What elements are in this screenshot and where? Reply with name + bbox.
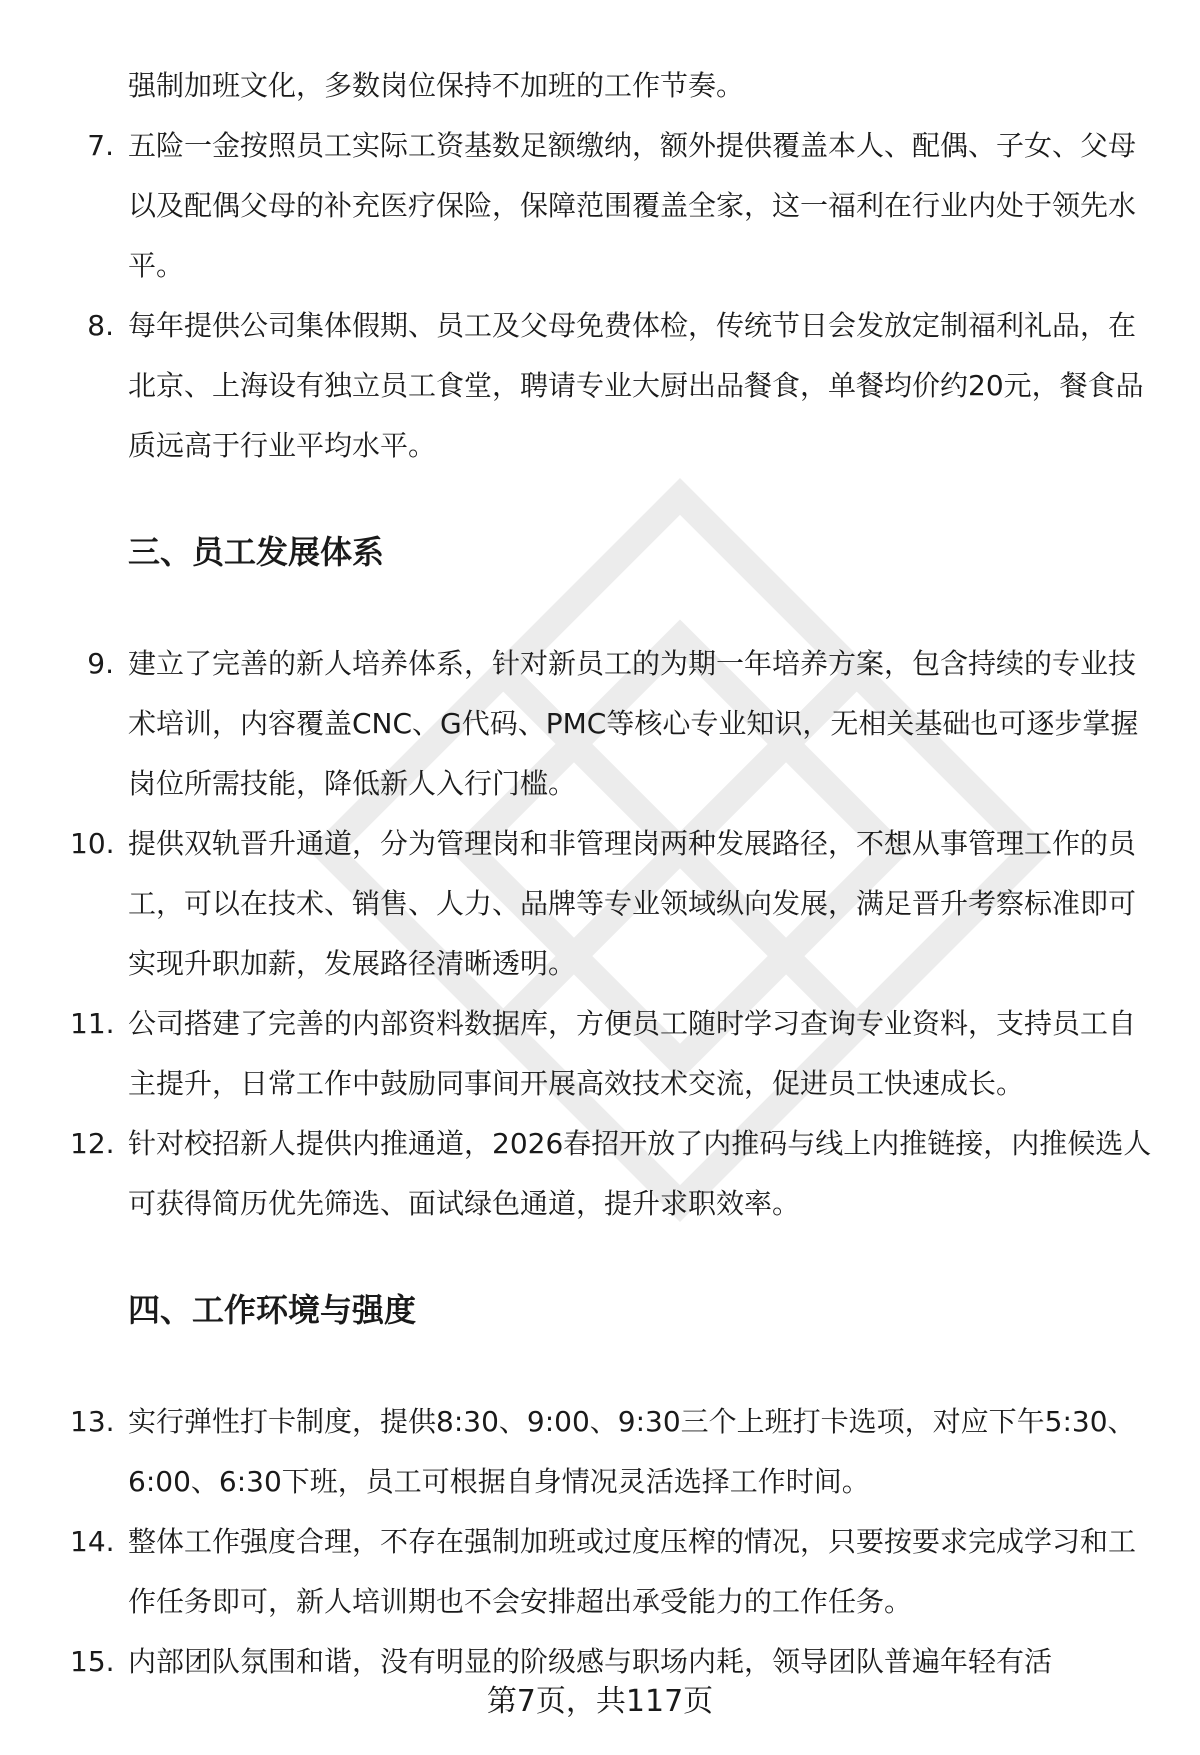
page-footer: 第7页，共117页	[486, 1684, 714, 1719]
list-item	[70, 994, 1160, 1114]
list-section-development	[70, 634, 1160, 1234]
item-number: 14.	[70, 1525, 115, 1558]
document-body	[70, 56, 1160, 1692]
list-item	[70, 634, 1160, 814]
section-heading: 三、员工发展体系	[128, 533, 385, 571]
continuation-text: 强制加班文化，多数岗位保持不加班的工作节奏。	[128, 69, 745, 102]
item-number: 8.	[87, 309, 114, 342]
item-text: 公司搭建了完善的内部资料数据库，方便员工随时学习查询专业资料，支持员工自主提升，日常工作中鼓励同事间开展高效技术交流，促进员工快速成长。	[128, 1007, 1137, 1100]
list-section-benefits	[70, 116, 1160, 476]
item-text: 建立了完善的新人培养体系，针对新员工的为期一年培养方案，包含持续的专业技术培训，内容覆盖CNC、G代码、PMC等核心专业知识，无相关基础也可逐步掌握岗位所需技能，降低新人入行门槛。	[128, 647, 1139, 800]
item-text: 内部团队氛围和谐，没有明显的阶级感与职场内耗，领导团队普遍年轻有活	[128, 1645, 1053, 1678]
item-number: 7.	[87, 129, 114, 162]
list-item	[70, 296, 1160, 476]
item-number: 13.	[70, 1405, 115, 1438]
list-item	[70, 116, 1160, 296]
item-text: 每年提供公司集体假期、员工及父母免费体检，传统节日会发放定制福利礼品，在北京、上海设有独立员工食堂，聘请专业大厨出品餐食，单餐均价约20元，餐食品质远高于行业平均水平。	[128, 309, 1144, 462]
item-text: 整体工作强度合理，不存在强制加班或过度压榨的情况，只要按要求完成学习和工作任务即可，新人培训期也不会安排超出承受能力的工作任务。	[128, 1525, 1137, 1618]
section-heading: 四、工作环境与强度	[128, 1291, 417, 1329]
item-number: 11.	[70, 1007, 115, 1040]
item-text: 五险一金按照员工实际工资基数足额缴纳，额外提供覆盖本人、配偶、子女、父母以及配偶父母的补充医疗保险，保障范围覆盖全家，这一福利在行业内处于领先水平。	[128, 129, 1137, 282]
item-number: 10.	[70, 827, 115, 860]
list-item	[70, 1512, 1160, 1632]
list-item	[70, 814, 1160, 994]
item-text: 针对校招新人提供内推通道，2026春招开放了内推码与线上内推链接，内推候选人可获得简历优先筛选、面试绿色通道，提升求职效率。	[128, 1127, 1152, 1220]
item-number: 15.	[70, 1645, 115, 1678]
list-section-environment	[70, 1392, 1160, 1692]
item-text: 实行弹性打卡制度，提供8:30、9:00、9:30三个上班打卡选项，对应下午5:30、6:00、6:30下班，员工可根据自身情况灵活选择工作时间。	[128, 1405, 1136, 1498]
list-item	[70, 1114, 1160, 1234]
list-item	[70, 1392, 1160, 1512]
item-number: 9.	[87, 647, 114, 680]
item-number: 12.	[70, 1127, 115, 1160]
item-text: 提供双轨晋升通道，分为管理岗和非管理岗两种发展路径，不想从事管理工作的员工，可以在技术、销售、人力、品牌等专业领域纵向发展，满足晋升考察标准即可实现升职加薪，发展路径清晰透明。	[128, 827, 1137, 980]
